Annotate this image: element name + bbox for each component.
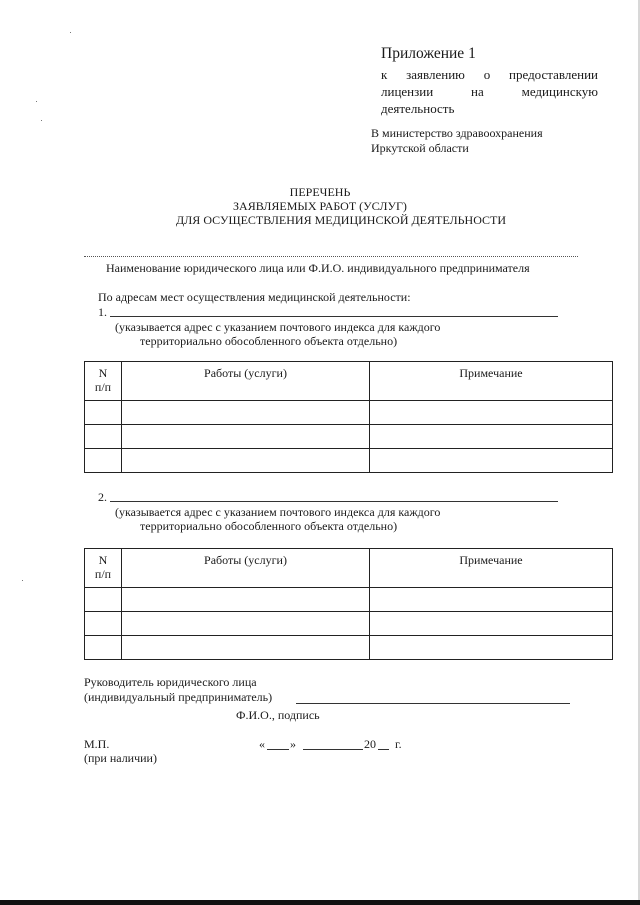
org-name-line[interactable] <box>84 256 578 257</box>
address-number-2: 2. <box>98 490 107 504</box>
address-hint-2b: территориально обособленного объекта отдельно) <box>140 519 398 533</box>
cell-note[interactable] <box>370 401 613 425</box>
cell-number[interactable] <box>85 636 122 660</box>
cell-number[interactable] <box>85 588 122 612</box>
cell-works[interactable] <box>122 425 370 449</box>
cell-works[interactable] <box>122 588 370 612</box>
cell-number[interactable] <box>85 425 122 449</box>
org-caption: Наименование юридического лица или Ф.И.О. индивидуального предпринимателя <box>106 261 530 275</box>
table-header-row <box>85 549 613 588</box>
cell-number[interactable] <box>85 612 122 636</box>
date-suffix: г. <box>395 737 402 751</box>
appendix-line-1: к заявлению о предоставлении <box>381 67 598 82</box>
stamp-note: (при наличии) <box>84 751 157 765</box>
appendix-title: Приложение 1 <box>381 45 476 62</box>
works-table-1 <box>84 361 613 473</box>
cell-works[interactable] <box>122 401 370 425</box>
date-month-field[interactable] <box>303 749 363 750</box>
date-year-field[interactable] <box>378 749 389 750</box>
table-row[interactable] <box>85 401 613 425</box>
cell-works[interactable] <box>122 612 370 636</box>
scan-bottom-border <box>0 900 640 905</box>
signature-caption: Ф.И.О., подпись <box>236 708 320 722</box>
cell-note[interactable] <box>370 425 613 449</box>
cell-note[interactable] <box>370 636 613 660</box>
heading-line-2: ЗАЯВЛЯЕМЫХ РАБОТ (УСЛУГ) <box>233 199 407 213</box>
address-line-1[interactable] <box>110 316 558 317</box>
signature-line-1: Руководитель юридического лица <box>84 675 257 689</box>
scan-speck <box>22 580 23 581</box>
col-note-header: Примечание <box>370 362 613 401</box>
col-works-header: Работы (услуги) <box>122 549 370 588</box>
signature-field[interactable] <box>296 703 570 704</box>
addresses-intro: По адресам мест осуществления медицинской деятельности: <box>98 290 411 304</box>
date-year-prefix: 20 <box>364 737 376 751</box>
table-row[interactable] <box>85 612 613 636</box>
cell-note[interactable] <box>370 612 613 636</box>
table-row[interactable] <box>85 636 613 660</box>
appendix-line-3: деятельность <box>381 101 455 116</box>
table-row[interactable] <box>85 425 613 449</box>
scan-speck <box>41 120 42 121</box>
cell-number[interactable] <box>85 401 122 425</box>
cell-works[interactable] <box>122 449 370 473</box>
col-number-header: N п/п <box>85 362 122 401</box>
works-table-2 <box>84 548 613 660</box>
date-close-quote: » <box>290 737 296 751</box>
date-open-quote: « <box>259 737 265 751</box>
scan-speck <box>36 101 37 102</box>
address-line-2[interactable] <box>110 501 558 502</box>
col-works-header: Работы (услуги) <box>122 362 370 401</box>
cell-note[interactable] <box>370 588 613 612</box>
cell-number[interactable] <box>85 449 122 473</box>
address-hint-2a: (указывается адрес с указанием почтового индекса для каждого <box>115 505 441 519</box>
address-hint-1b: территориально обособленного объекта отдельно) <box>140 334 398 348</box>
heading-line-3: ДЛЯ ОСУЩЕСТВЛЕНИЯ МЕДИЦИНСКОЙ ДЕЯТЕЛЬНОСТИ <box>175 213 507 227</box>
signature-line-2: (индивидуальный предприниматель) <box>84 690 273 704</box>
address-number-1: 1. <box>98 305 107 319</box>
appendix-line-2: лицензии на медицинскую <box>381 84 598 99</box>
table-row[interactable] <box>85 449 613 473</box>
table-header-row <box>85 362 613 401</box>
addressee-line-2: Иркутской области <box>371 141 469 155</box>
cell-works[interactable] <box>122 636 370 660</box>
scan-speck <box>70 32 71 33</box>
col-number-header: N п/п <box>85 549 122 588</box>
heading-line-1: ПЕРЕЧЕНЬ <box>289 185 351 199</box>
stamp-mp: М.П. <box>84 737 110 751</box>
date-day-field[interactable] <box>267 749 289 750</box>
cell-note[interactable] <box>370 449 613 473</box>
address-hint-1a: (указывается адрес с указанием почтового индекса для каждого <box>115 320 441 334</box>
table-row[interactable] <box>85 588 613 612</box>
col-note-header: Примечание <box>370 549 613 588</box>
addressee-line-1: В министерство здравоохранения <box>371 126 543 140</box>
